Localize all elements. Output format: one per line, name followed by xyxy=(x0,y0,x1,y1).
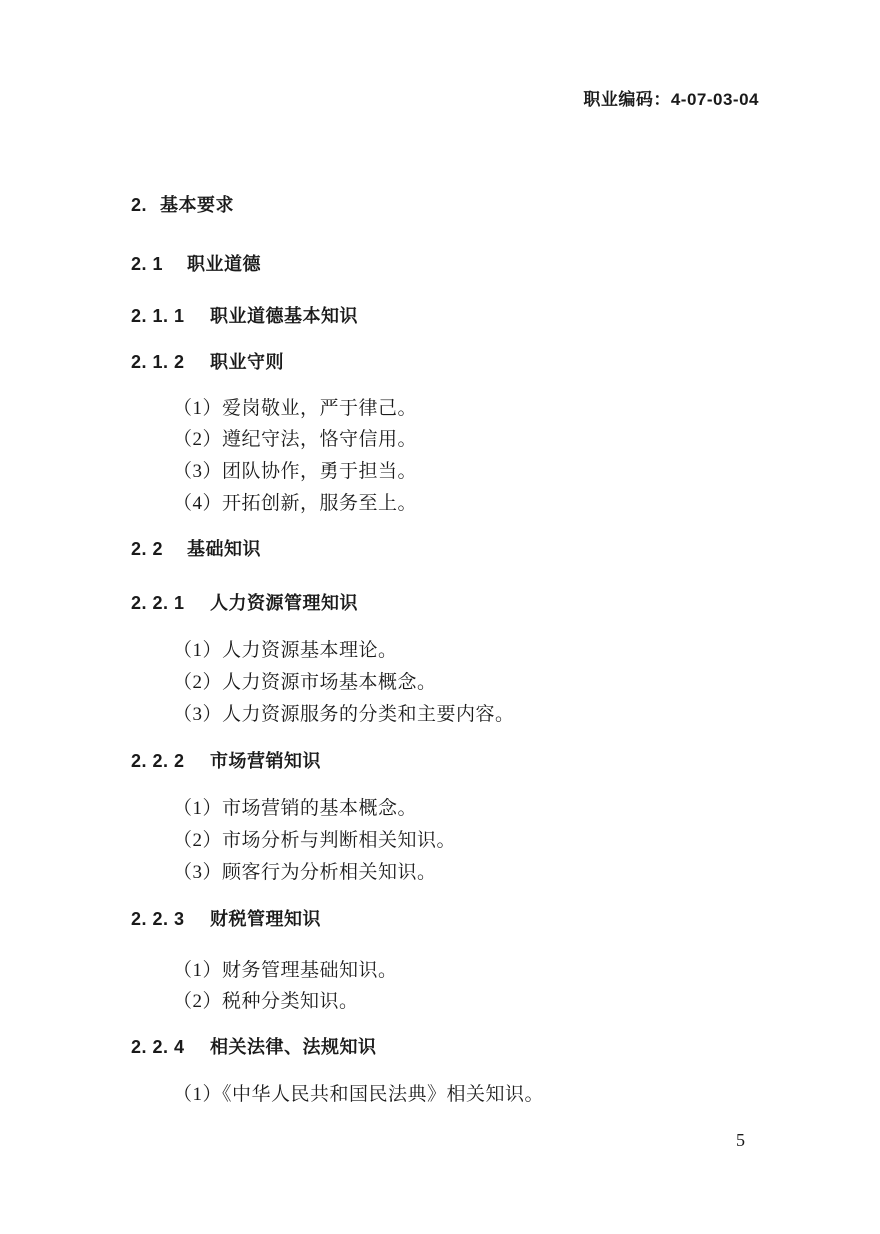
section-number: 2. xyxy=(131,195,148,215)
section-number: 2. 1. 2 xyxy=(131,352,185,372)
section-number: 2. 2. 1 xyxy=(131,593,185,613)
section-number: 2. 1 xyxy=(131,254,164,274)
section-number: 2. 2. 4 xyxy=(131,1037,185,1057)
section-number: 2. 1. 1 xyxy=(131,306,185,326)
section-heading-2-1-2 xyxy=(131,348,284,374)
section-title: 职业道德基本知识 xyxy=(210,306,358,326)
section-heading-2 xyxy=(131,191,234,217)
section-title: 相关法律、法规知识 xyxy=(210,1037,377,1057)
list-item: （2）遵纪守法，恪守信用。 xyxy=(173,429,418,450)
section-title: 市场营销知识 xyxy=(210,751,321,771)
list-item: （1）财务管理基础知识。 xyxy=(173,960,398,981)
list-item: （1）《中华人民共和国民法典》相关知识。 xyxy=(173,1084,545,1105)
section-number: 2. 2 xyxy=(131,539,164,559)
section-title: 人力资源管理知识 xyxy=(210,593,358,613)
occupation-code: 职业编码：4-07-03-04 xyxy=(583,90,759,109)
list-item: （3）顾客行为分析相关知识。 xyxy=(173,862,437,883)
section-title: 职业守则 xyxy=(210,352,284,372)
list-item: （2）市场分析与判断相关知识。 xyxy=(173,830,457,851)
list-item: （1）人力资源基本理论。 xyxy=(173,640,398,661)
page-number: 5 xyxy=(736,1130,745,1150)
list-item: （2）人力资源市场基本概念。 xyxy=(173,672,437,693)
list-item: （2）税种分类知识。 xyxy=(173,991,359,1012)
section-heading-2-2-4 xyxy=(131,1033,377,1059)
section-heading-2-2 xyxy=(131,535,261,561)
list-item: （1）市场营销的基本概念。 xyxy=(173,798,418,819)
section-title: 基本要求 xyxy=(160,195,234,215)
section-heading-2-2-3 xyxy=(131,905,321,931)
section-title: 财税管理知识 xyxy=(210,909,321,929)
section-number: 2. 2. 3 xyxy=(131,909,185,929)
section-heading-2-1 xyxy=(131,250,261,276)
list-item: （3）人力资源服务的分类和主要内容。 xyxy=(173,704,515,725)
section-heading-2-2-1 xyxy=(131,589,358,615)
section-title: 基础知识 xyxy=(187,539,261,559)
list-item: （1）爱岗敬业，严于律己。 xyxy=(173,398,418,419)
section-heading-2-1-1 xyxy=(131,302,358,328)
section-heading-2-2-2 xyxy=(131,747,321,773)
section-title: 职业道德 xyxy=(187,254,261,274)
section-number: 2. 2. 2 xyxy=(131,751,185,771)
list-item: （4）开拓创新，服务至上。 xyxy=(173,493,418,514)
list-item: （3）团队协作，勇于担当。 xyxy=(173,461,418,482)
